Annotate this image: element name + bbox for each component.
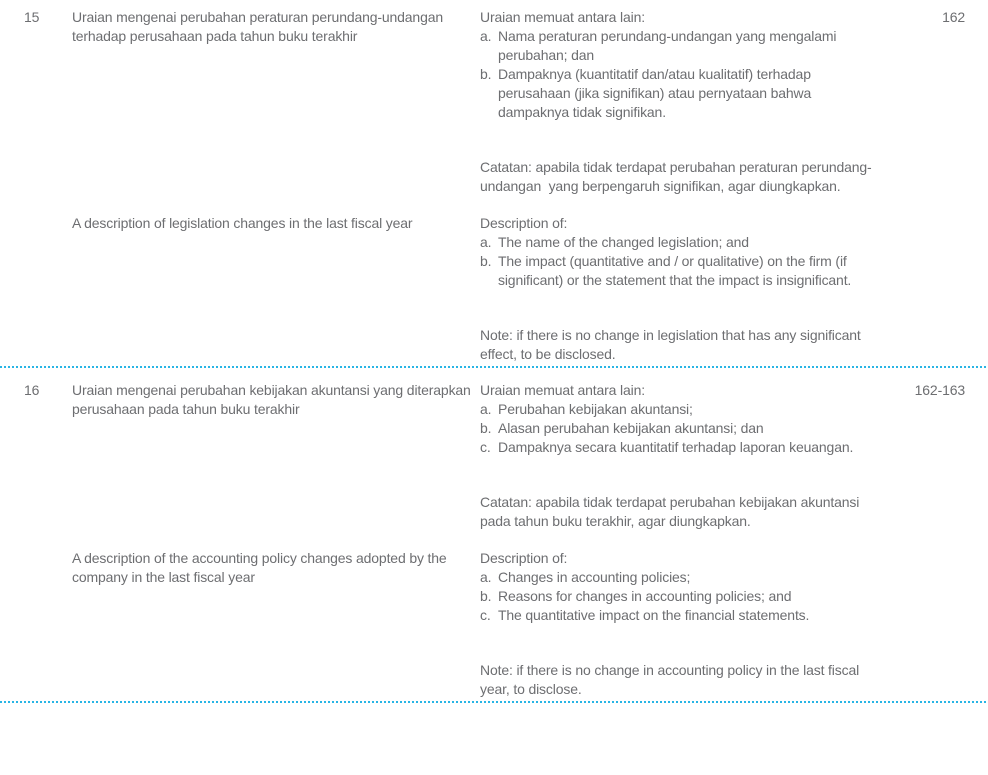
list-marker: b. [480, 588, 492, 604]
list-marker: c. [480, 439, 491, 455]
note-english: Note: if there is no change in accounting policy in the last fiscal year, to disclose. [480, 662, 863, 697]
list-marker: a. [480, 28, 492, 44]
list-item-text: Changes in accounting policies; [498, 569, 691, 585]
list-marker: c. [480, 607, 491, 623]
list-item [480, 568, 878, 587]
checklist-row-16 [0, 368, 988, 699]
criteria-english: A description of the accounting policy changes adopted by the company in the last fiscal year [72, 550, 451, 585]
list-item-text: Reasons for changes in accounting policies; and [498, 588, 792, 604]
list-item [480, 252, 878, 290]
list-item [480, 400, 878, 419]
criteria-english: A description of legislation changes in the last fiscal year [72, 215, 413, 231]
explanation-english [480, 549, 878, 699]
list-item-text: The name of the changed legislation; and [498, 234, 749, 250]
list-item-text: Alasan perubahan kebijakan akuntansi; dan [498, 420, 764, 436]
criteria-indonesian: Uraian mengenai perubahan kebijakan akuntansi yang diterapkan perusahaan pada tahun buku terakhir [72, 382, 475, 417]
list-marker: a. [480, 569, 492, 585]
list-marker: a. [480, 234, 492, 250]
note-indonesian: Catatan: apabila tidak terdapat perubahan peraturan perundang-undangan yang berpengaruh signifikan, agar diungkapkan. [480, 159, 872, 194]
list-item [480, 606, 878, 625]
list-item [480, 27, 878, 65]
list-marker: b. [480, 66, 492, 82]
list-marker: a. [480, 401, 492, 417]
list-item [480, 587, 878, 606]
explanation-indonesian [480, 8, 878, 196]
explanation-intro: Description of: [480, 550, 568, 566]
checklist-row-15 [0, 8, 988, 364]
criteria-indonesian: Uraian mengenai perubahan peraturan perundang-undangan terhadap perusahaan pada tahun buku terakhir [72, 9, 447, 44]
explanation-english [480, 214, 878, 364]
row-number: 15 [24, 9, 40, 25]
page-reference: 162-163 [914, 382, 965, 398]
list-marker: b. [480, 253, 492, 269]
list-item [480, 438, 878, 457]
list-item [480, 233, 878, 252]
list-item-text: The impact (quantitative and / or qualitative) on the firm (if significant) or the statement that the impact is insignificant. [498, 253, 852, 288]
note-english: Note: if there is no change in legislation that has any significant effect, to be disclosed. [480, 327, 865, 362]
list-item-text: The quantitative impact on the financial statements. [498, 607, 810, 623]
list-item-text: Dampaknya secara kuantitatif terhadap laporan keuangan. [498, 439, 854, 455]
explanation-indonesian [480, 381, 878, 531]
explanation-intro: Uraian memuat antara lain: [480, 9, 645, 25]
list-marker: b. [480, 420, 492, 436]
list-item-text: Dampaknya (kuantitatif dan/atau kualitatif) terhadap perusahaan (jika signifikan) atau pernyataan bahwa dampaknya tidak signifikan. [498, 66, 815, 120]
list-item-text: Perubahan kebijakan akuntansi; [498, 401, 693, 417]
explanation-intro: Description of: [480, 215, 568, 231]
list-item [480, 65, 878, 122]
row-number: 16 [24, 382, 40, 398]
note-indonesian: Catatan: apabila tidak terdapat perubahan kebijakan akuntansi pada tahun buku terakhir, agar diungkapkan. [480, 494, 863, 529]
bottom-separator-dotted-line [0, 701, 988, 703]
page-reference: 162 [942, 9, 965, 25]
list-item [480, 419, 878, 438]
list-item-text: Nama peraturan perundang-undangan yang mengalami perubahan; dan [498, 28, 841, 63]
explanation-intro: Uraian memuat antara lain: [480, 382, 645, 398]
